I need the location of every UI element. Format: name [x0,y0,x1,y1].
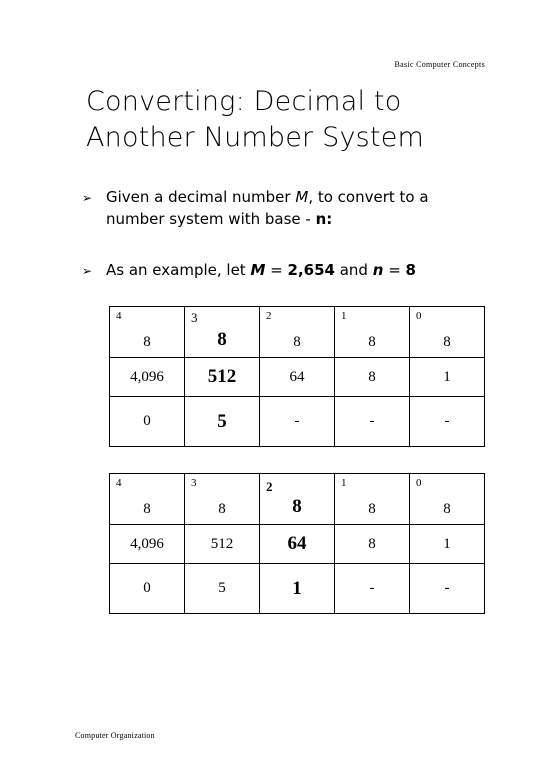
power-value: 1 [410,525,485,564]
position-label: 3 [191,310,198,325]
conversion-table-2 [109,473,485,614]
bullet1-base-n: n: [315,210,333,228]
slide-title [86,84,424,156]
digit-value-highlight: 5 [185,397,260,447]
table-cell [335,307,410,358]
digit-value: 5 [185,564,260,614]
table-cell [185,474,260,525]
base-value: 8 [368,501,376,517]
table-cell [110,474,185,525]
power-value: 8 [335,358,410,397]
base-value: 8 [143,501,151,517]
position-label: 4 [116,477,122,489]
title-line-1: Converting: Decimal to [86,86,402,117]
page-footer: Computer Organization [75,731,155,740]
bullet2-var-m: M [250,261,266,279]
position-label: 0 [416,477,422,489]
bullet1-text-a: Given a decimal number [106,188,296,206]
base-value: 8 [292,496,302,517]
digit-value: - [335,397,410,447]
bullet1-var-m: M [295,188,309,206]
digit-value: 0 [110,564,185,614]
digit-value: - [260,397,335,447]
position-label: 4 [116,310,122,322]
base-value: 8 [218,501,226,517]
power-value-highlight: 512 [185,358,260,397]
table-row-powers [110,358,485,397]
position-label: 2 [266,310,272,322]
bullet-text-1 [106,186,486,230]
power-value: 512 [185,525,260,564]
position-label: 1 [341,310,347,322]
table-cell-highlight [185,307,260,358]
base-value: 8 [217,329,227,350]
digit-value: - [410,564,485,614]
bullet-text-2 [106,259,486,281]
power-value: 4,096 [110,358,185,397]
table-row-powers [110,525,485,564]
power-value: 4,096 [110,525,185,564]
bullet2-equals-2: = [383,261,406,279]
power-value: 64 [260,358,335,397]
table-cell [110,307,185,358]
table-row-bases [110,307,485,358]
title-line-2: Another Number System [86,122,425,153]
digit-value: - [335,564,410,614]
position-label: 3 [191,477,197,489]
digit-value: 0 [110,397,185,447]
bullet2-var-n: n [372,261,384,279]
arrow-bullet-icon: ➢ [82,191,93,205]
base-value: 8 [293,334,301,350]
bullet2-text-a: As an example, let [106,261,251,279]
position-label: 1 [341,477,347,489]
base-value: 8 [143,334,151,350]
arrow-bullet-icon: ➢ [82,264,93,278]
table-row-digits [110,397,485,447]
table-cell [410,474,485,525]
bullet2-base: 8 [405,261,416,279]
power-value: 1 [410,358,485,397]
power-value: 8 [335,525,410,564]
bullet1-text-b: , to convert to a number system with base - [106,188,429,228]
table-cell-highlight [260,474,335,525]
digit-value: - [410,397,485,447]
table-cell [410,307,485,358]
base-value: 8 [443,501,451,517]
position-label: 0 [416,310,422,322]
power-value-highlight: 64 [260,525,335,564]
table-row-digits [110,564,485,614]
bullet2-equals-1: = [265,261,288,279]
bullet2-and: and [334,261,373,279]
table-row-bases [110,474,485,525]
base-value: 8 [368,334,376,350]
position-label: 2 [266,479,273,494]
table-cell [335,474,410,525]
base-value: 8 [443,334,451,350]
conversion-table-1 [109,306,485,447]
digit-value-highlight: 1 [260,564,335,614]
bullet2-value: 2,654 [287,261,335,279]
table-cell [260,307,335,358]
page-header: Basic Computer Concepts [394,60,485,69]
